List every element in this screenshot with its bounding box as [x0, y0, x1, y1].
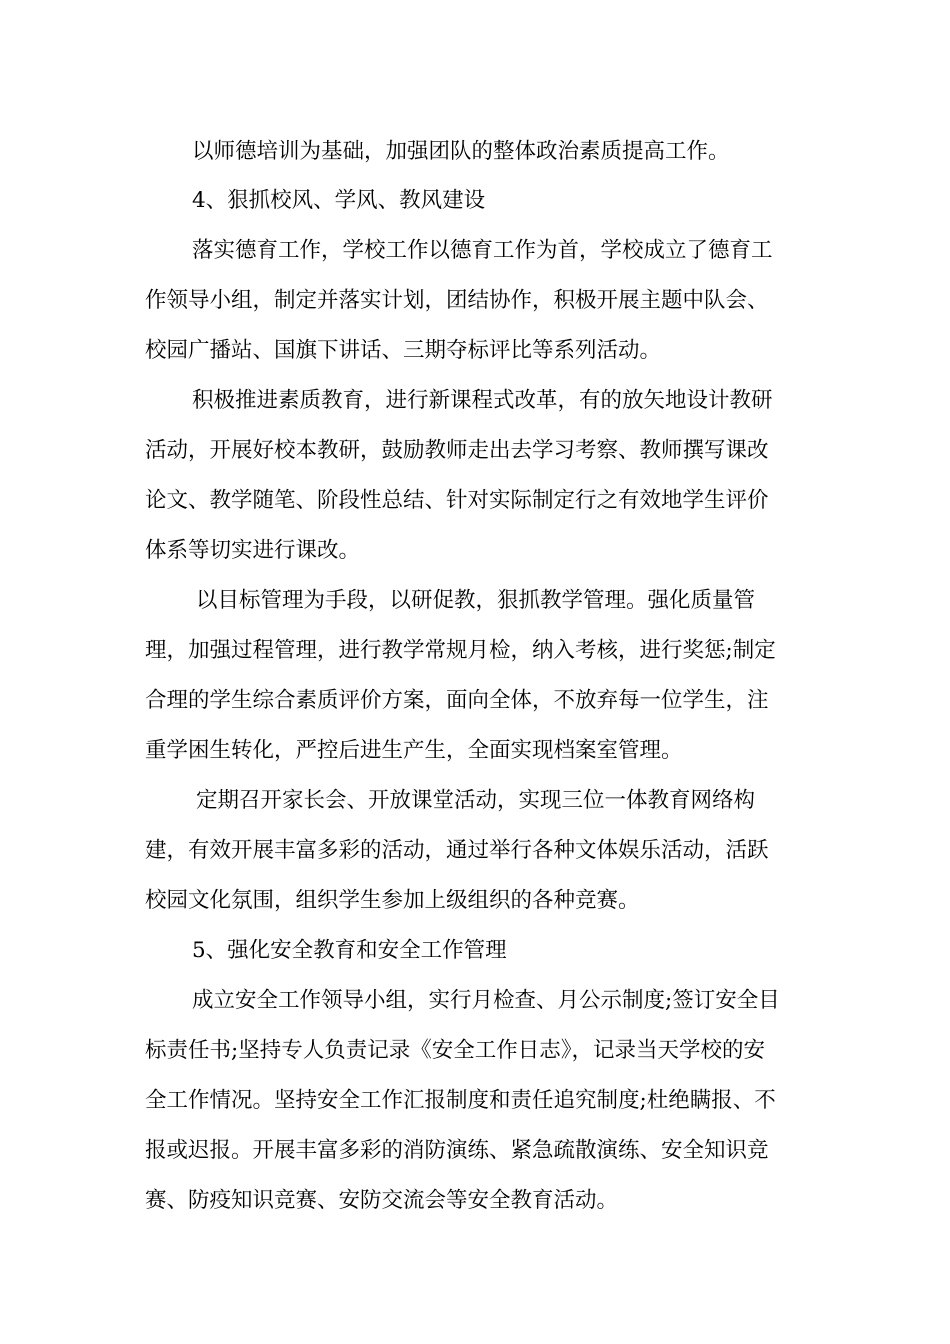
paragraph-line: 以师德培训为基础，加强团队的整体政治素质提高工作。 — [192, 139, 730, 164]
paragraph-line: 论文、教学随笔、阶段性总结、针对实际制定行之有效地学生评价 — [145, 488, 769, 513]
paragraph-line: 校园文化氛围，组织学生参加上级组织的各种竞赛。 — [145, 888, 640, 913]
paragraph-line: 活动，开展好校本教研，鼓励教师走出去学习考察、教师撰写课改 — [145, 438, 769, 463]
section-heading-4: 4、狠抓校风、学风、教风建设 — [192, 188, 486, 213]
paragraph-line: 全工作情况。坚持安全工作汇报制度和责任追究制度;杜绝瞒报、不 — [145, 1088, 776, 1113]
paragraph-line: 报或迟报。开展丰富多彩的消防演练、紧急疏散演练、安全知识竞 — [145, 1138, 769, 1163]
paragraph-line: 以目标管理为手段，以研促教，狠抓教学管理。强化质量管 — [196, 588, 756, 613]
paragraph-line: 标责任书;坚持专人负责记录《安全工作日志》，记录当天学校的安 — [145, 1038, 765, 1063]
paragraph-line: 成立安全工作领导小组，实行月检查、月公示制度;签订安全目 — [192, 988, 780, 1013]
paragraph-line: 落实德育工作，学校工作以德育工作为首，学校成立了德育工 — [192, 238, 773, 263]
paragraph-line: 体系等切实进行课改。 — [145, 538, 361, 563]
paragraph-line: 建，有效开展丰富多彩的活动，通过举行各种文体娱乐活动，活跃 — [145, 838, 769, 863]
paragraph-line: 作领导小组，制定并落实计划，团结协作，积极开展主题中队会、 — [145, 288, 769, 313]
paragraph-line: 理，加强过程管理，进行教学常规月检，纳入考核，进行奖惩;制定 — [145, 638, 776, 663]
paragraph-line: 校园广播站、国旗下讲话、三期夺标评比等系列活动。 — [145, 338, 662, 363]
paragraph-line: 合理的学生综合素质评价方案，面向全体，不放弃每一位学生，注 — [145, 688, 769, 713]
paragraph-line: 积极推进素质教育，进行新课程式改革，有的放矢地设计教研 — [192, 388, 773, 413]
paragraph-line: 重学困生转化，严控后进生产生，全面实现档案室管理。 — [145, 738, 683, 763]
paragraph-line: 定期召开家长会、开放课堂活动，实现三位一体教育网络构 — [196, 788, 756, 813]
section-heading-5: 5、强化安全教育和安全工作管理 — [192, 938, 507, 963]
paragraph-line: 赛、防疫知识竞赛、安防交流会等安全教育活动。 — [145, 1188, 619, 1213]
